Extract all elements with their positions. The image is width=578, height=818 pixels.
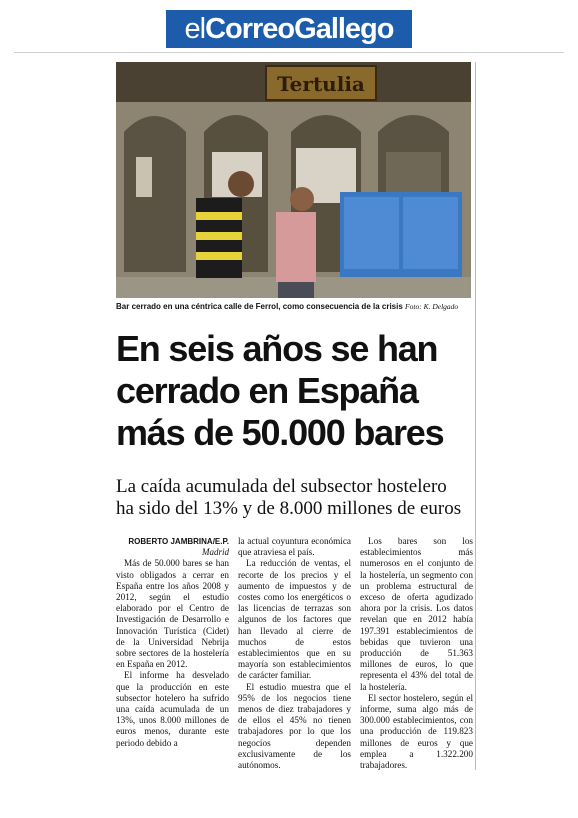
logo-prefix: el [184, 13, 206, 45]
body-paragraph: La reducción de ventas, el recorte de los precios y el aumento de impuestos y de costes como los energéticos o las licencias de terrazas son algunos de los factores que han llevado al cierre de muchos de estos establecimientos que en su mayoría son establecimientos de carácter familiar. [238, 558, 351, 681]
masthead-divider [14, 52, 564, 53]
subheadline-line: ha sido del 13% y de 8.000 millones de euros [116, 498, 462, 519]
headline-line: más de 50.000 bares [116, 412, 444, 453]
byline-place: Madrid [202, 547, 229, 558]
photo-caption [116, 302, 476, 311]
headline [116, 328, 476, 454]
subheadline-line: La caída acumulada del subsector hostelero [116, 476, 447, 497]
headline-line: cerrado en España [116, 370, 418, 411]
body-column-2 [238, 536, 351, 771]
body-column-1 [116, 536, 229, 749]
body-paragraph: El estudio muestra que el 95% de los negocios tiene menos de diez trabajadores y de ellos el 45% no tienen trabajadores por lo que los negocios dependen exclusivamente de los autónomos. [238, 681, 351, 771]
headline-line: En seis años se han [116, 328, 438, 369]
photo-credit: Foto: K. Delgado [405, 302, 459, 311]
body-paragraph: Más de 50.000 bares se han visto obligados a cerrar en España entre los años 2008 y 2012, según el estudio elaborado por el Centro de Investigación de Desarrollo e Innovación Turística (Cidet) de la Universidad Nebrija sobre sectores de la hostelería en España en 2012. [116, 558, 229, 670]
photo-illustration [116, 62, 471, 298]
logo-name: CorreoGallego [205, 13, 394, 45]
body-paragraph: Los bares son los establecimientos más numerosos en el conjunto de la hostelería, un segmento con un problema estructural de exceso de oferta agudizado ahora por la crisis. Los datos revelan que en 2012 había 197.391 establecimientos de bebidas que tuvieron una producción de 51.363 millones de euros, lo que representa el 43% del total de la hostelería. [360, 536, 473, 692]
subheadline [116, 476, 476, 520]
caption-text: Bar cerrado en una céntrica calle de Ferrol, como consecuencia de la crisis [116, 302, 403, 311]
body-paragraph: El informe ha desvelado que la producción en este subsector hotelero ha sufrido una caída acumulada de un 13%, unos 8.000 millones de euros menos, durante este periodo debido a [116, 670, 229, 748]
column-divider [475, 62, 476, 770]
body-paragraph: El sector hostelero, según el informe, suma algo más de 300.000 establecimientos, con una producción de 119.823 millones de euros y que emplea a 1.322.200 trabajadores. [360, 692, 473, 771]
byline-author: ROBERTO JAMBRINA/E.P. [128, 537, 229, 546]
body-paragraph: la actual coyuntura económica que atraviesa el país. [238, 536, 351, 558]
newspaper-logo [166, 10, 412, 48]
tertulia-sign: Tertulia [277, 72, 365, 96]
body-column-3 [360, 536, 473, 771]
street-photo [116, 62, 471, 298]
